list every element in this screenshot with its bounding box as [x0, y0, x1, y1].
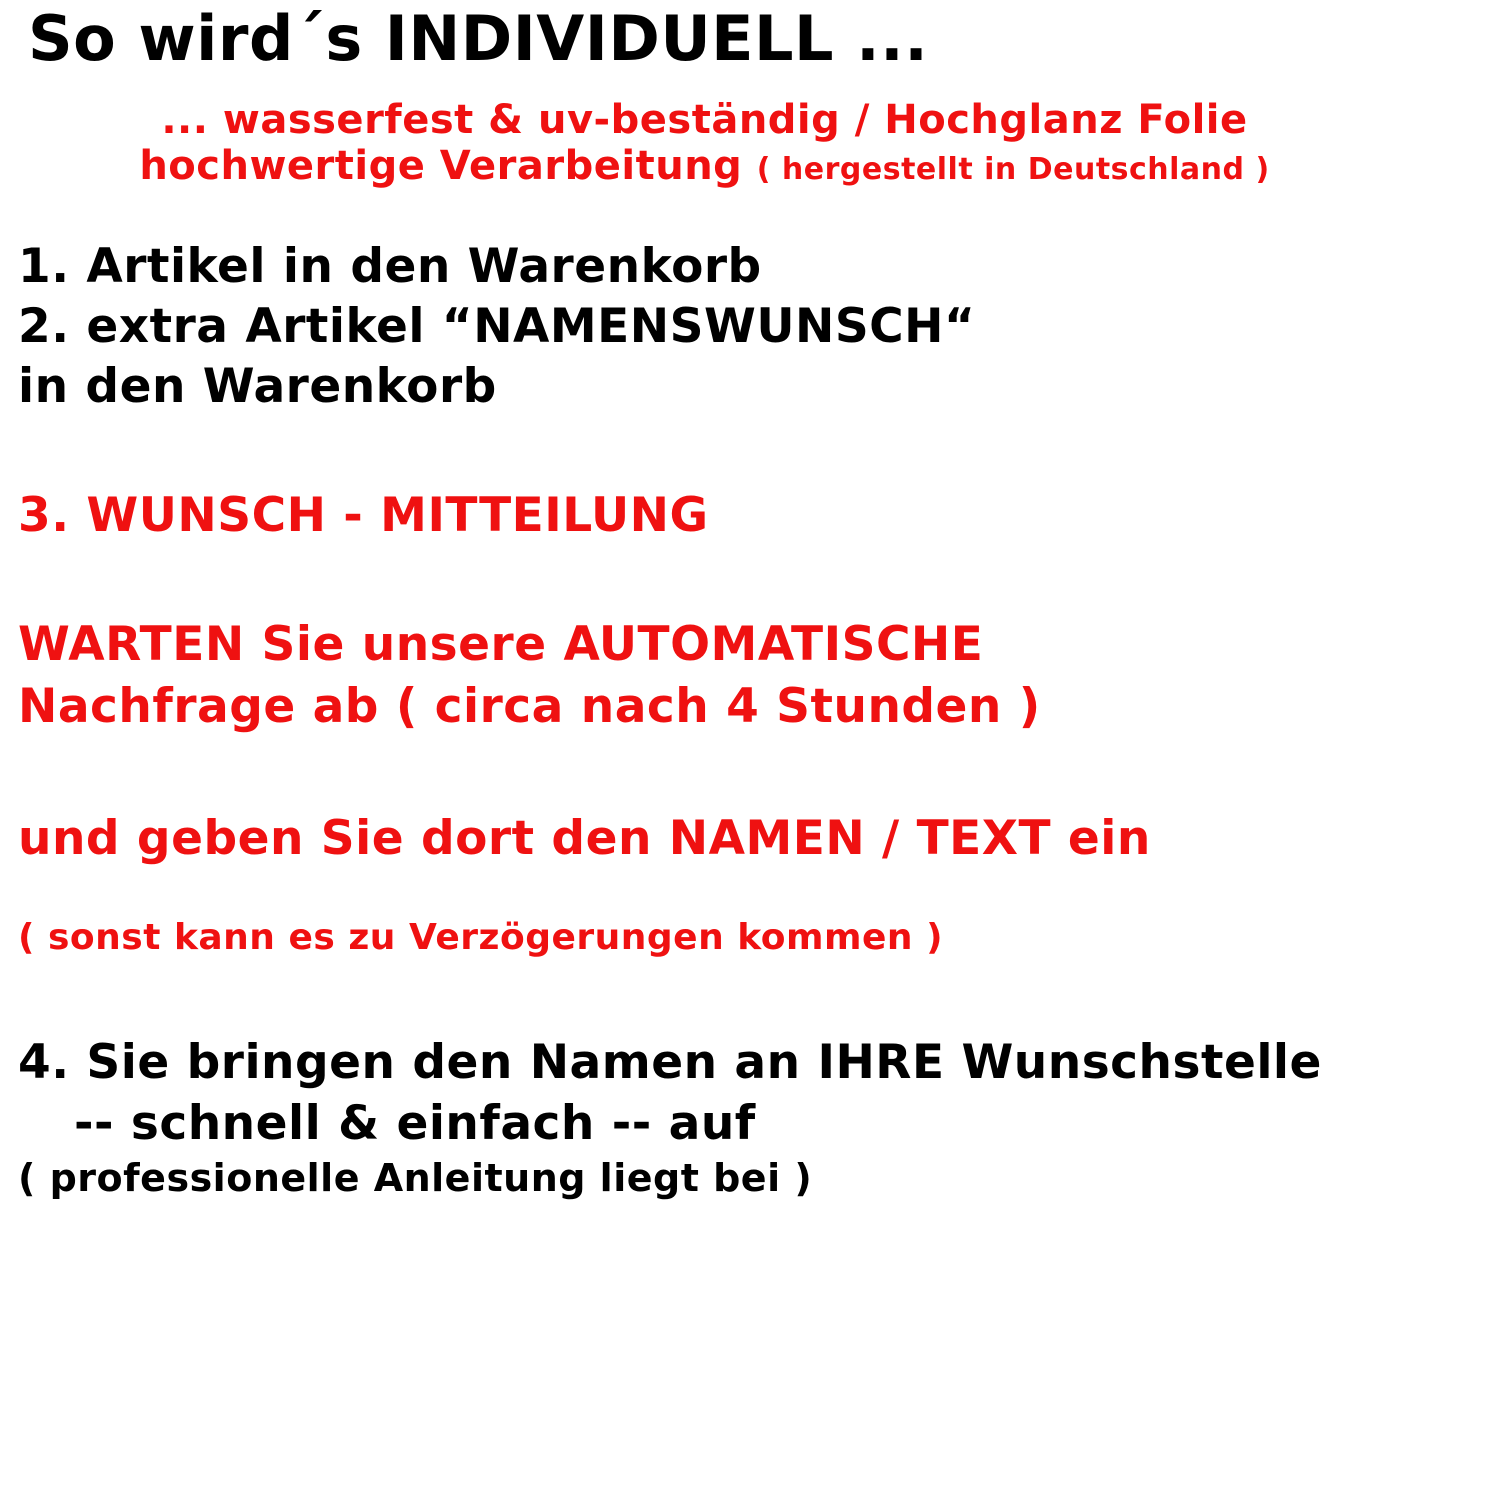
namen-text-line: und geben Sie dort den NAMEN / TEXT ein	[18, 811, 1151, 867]
step-item-1: 1. Artikel in den Warenkorb	[18, 239, 762, 295]
wunsch-mitteilung-heading: 3. WUNSCH - MITTEILUNG	[18, 487, 709, 543]
steps-list	[18, 237, 1481, 417]
verzoegerungen-note: ( sonst kann es zu Verzögerungen kommen )	[18, 917, 944, 959]
subtitle-line-2-main: hochwertige Verarbeitung	[139, 143, 743, 190]
warten-line-2: Nachfrage ab ( circa nach 4 Stunden )	[18, 678, 1041, 734]
step-item-2: 2. extra Artikel “NAMENSWUNSCH“	[18, 299, 976, 355]
spacer-2	[18, 544, 1481, 614]
instructions-page	[0, 2, 1499, 1506]
step-item-4-continued: -- schnell & einfach -- auf	[74, 1096, 756, 1151]
spacer-3	[18, 738, 1481, 808]
spacer-5	[18, 962, 1481, 1032]
warten-line-1: WARTEN Sie unsere AUTOMATISCHE	[18, 616, 984, 672]
subtitle-line-1: ... wasserfest & uv-beständig / Hochglanz Folie	[161, 97, 1248, 144]
anleitung-note: ( professionelle Anleitung liegt bei )	[18, 1156, 813, 1201]
spacer-4	[18, 869, 1481, 915]
subtitle-line-2-note: ( hergestellt in Deutschland )	[756, 152, 1270, 188]
subtitle-block	[18, 97, 1481, 189]
spacer-1	[18, 418, 1481, 488]
step-item-2-continued: in den Warenkorb	[18, 359, 497, 415]
page-title: So wird´s INDIVIDUELL ...	[28, 2, 929, 75]
step-item-4: 4. Sie bringen den Namen an IHRE Wunschstelle	[18, 1034, 1322, 1090]
subtitle-line-2	[18, 143, 1391, 189]
